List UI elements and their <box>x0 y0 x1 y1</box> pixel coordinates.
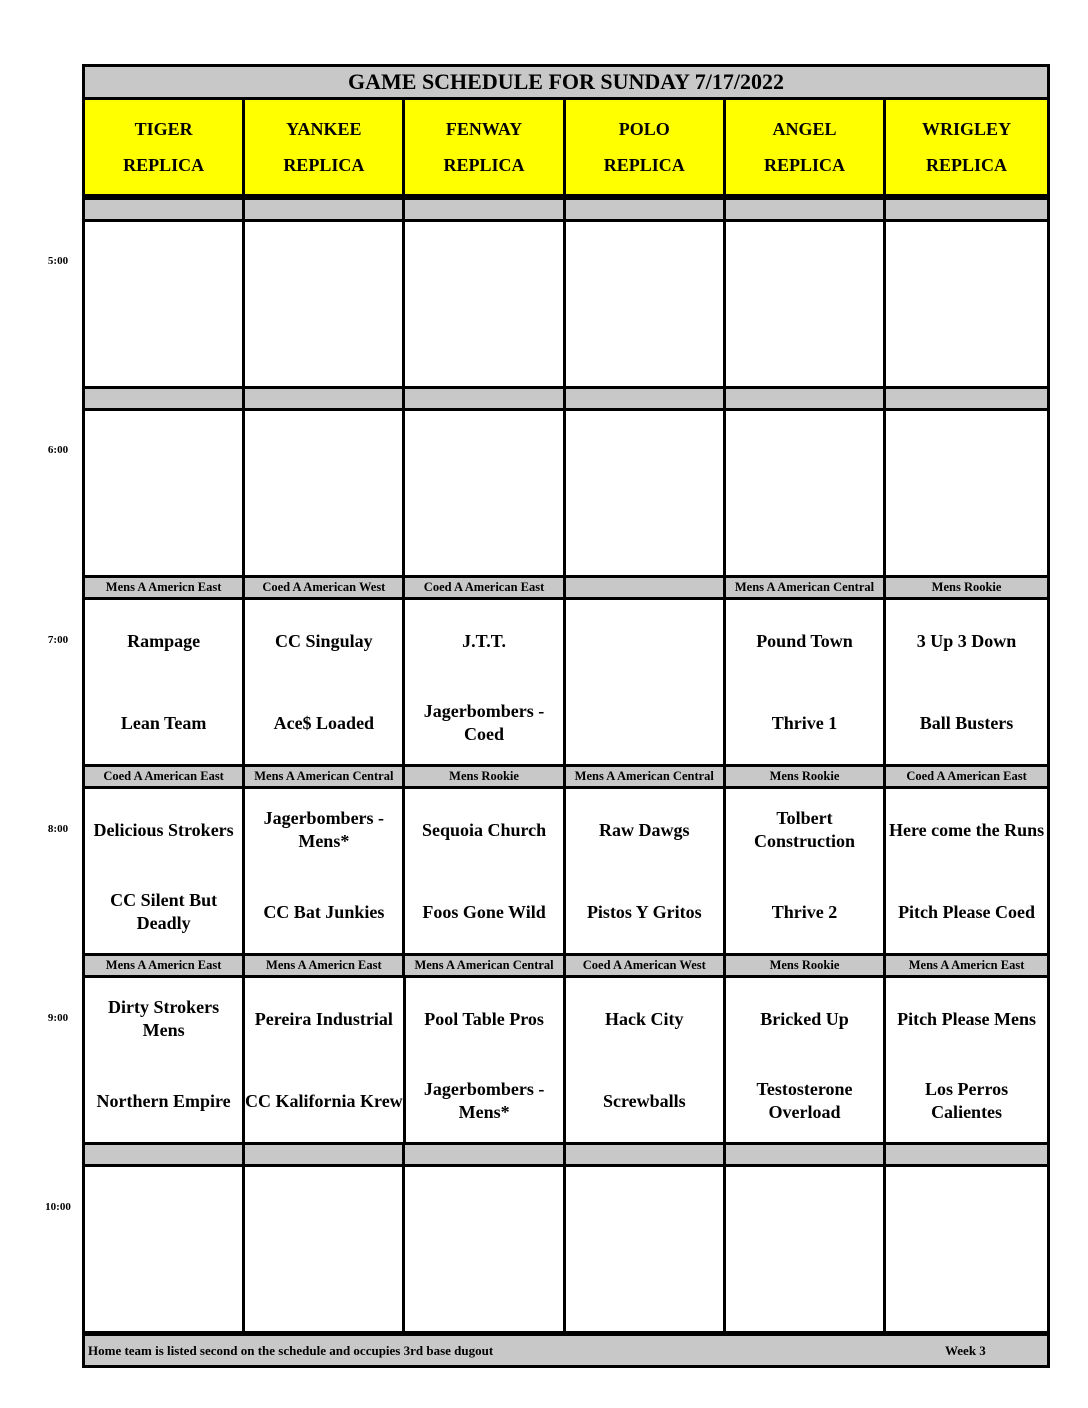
away-team <box>85 222 242 304</box>
away-team <box>886 222 1047 304</box>
field-subtitle: REPLICA <box>763 155 845 175</box>
time-label: 5:00 <box>47 255 69 267</box>
away-team <box>405 1167 562 1249</box>
game-cell <box>726 222 886 386</box>
footer-note: Home team is listed second on the schedule and occupies 3rd base dugout <box>88 1342 494 1358</box>
away-team: Pound Town <box>756 630 853 651</box>
division-label <box>405 389 565 408</box>
game-cell <box>245 978 405 1142</box>
field-subtitle: REPLICA <box>443 155 525 175</box>
home-team <box>405 493 562 575</box>
schedule-title: GAME SCHEDULE FOR SUNDAY 7/17/2022 <box>85 67 1047 100</box>
home-team <box>726 1249 883 1331</box>
division-label: Mens Rookie <box>886 578 1047 597</box>
division-row <box>85 575 1047 597</box>
game-cell <box>245 411 405 575</box>
division-label: Mens A Americn East <box>886 956 1047 975</box>
away-team <box>85 411 242 493</box>
field-subtitle: REPLICA <box>283 155 365 175</box>
away-team: Here come the Runs <box>888 819 1045 840</box>
away-team: Hack City <box>605 1008 684 1029</box>
away-team: Jagerbombers - Mens* <box>263 808 385 851</box>
home-team <box>405 1249 562 1331</box>
game-row <box>85 408 1047 575</box>
home-team: Screwballs <box>602 1090 686 1111</box>
home-team <box>566 493 723 575</box>
game-cell <box>245 1167 405 1331</box>
division-label: Mens A American Central <box>245 767 405 786</box>
home-team <box>85 493 242 575</box>
home-team <box>886 493 1047 575</box>
away-team <box>405 222 562 304</box>
home-team: Los Perros Calientes <box>924 1079 1009 1122</box>
game-cell <box>245 789 405 953</box>
division-label: Coed A American East <box>886 767 1047 786</box>
home-team <box>85 304 242 386</box>
home-team: Testosterone Overload <box>756 1079 853 1122</box>
away-team <box>245 411 402 493</box>
away-team: Pool Table Pros <box>424 1008 544 1029</box>
schedule-footer <box>85 1333 1047 1365</box>
division-label: Coed A American East <box>405 578 565 597</box>
division-label: Mens A American Central <box>405 956 565 975</box>
away-team <box>726 1167 883 1249</box>
home-team: Jagerbombers - Coed <box>423 701 545 744</box>
away-team <box>566 1167 723 1249</box>
game-cell <box>886 222 1047 386</box>
away-team <box>726 411 883 493</box>
home-team: Pistos Y Gritos <box>586 901 702 922</box>
home-team <box>85 1249 242 1331</box>
time-label: 7:00 <box>47 634 69 646</box>
away-team: Tolbert Construction <box>753 808 855 851</box>
home-team: Ball Busters <box>919 712 1014 733</box>
field-header-row <box>85 100 1047 197</box>
division-label: Coed A American East <box>85 767 245 786</box>
away-team <box>85 1167 242 1249</box>
division-label <box>245 1145 405 1164</box>
away-team <box>886 411 1047 493</box>
division-label: Mens A Americn East <box>85 956 245 975</box>
division-label: Mens A Americn East <box>245 956 405 975</box>
home-team <box>886 1249 1047 1331</box>
game-cell <box>85 222 245 386</box>
home-team: Lean Team <box>120 712 207 733</box>
division-label <box>886 1145 1047 1164</box>
game-cell <box>85 600 245 764</box>
home-team: Northern Empire <box>96 1090 231 1111</box>
field-header <box>245 100 405 194</box>
home-team <box>886 304 1047 386</box>
division-label <box>726 389 886 408</box>
home-team: CC Kalifornia Krew <box>245 1090 403 1111</box>
game-cell <box>566 978 726 1142</box>
away-team <box>566 600 723 682</box>
game-cell <box>566 600 726 764</box>
game-row <box>85 597 1047 764</box>
division-row <box>85 953 1047 975</box>
game-cell <box>886 600 1047 764</box>
game-cell <box>886 789 1047 953</box>
schedule-table <box>82 64 1050 1368</box>
time-label: 10:00 <box>45 1201 71 1213</box>
game-cell <box>405 1167 565 1331</box>
home-team <box>566 1249 723 1331</box>
home-team: CC Silent But Deadly <box>110 890 218 933</box>
game-cell <box>726 411 886 575</box>
field-name: ANGEL <box>772 119 837 139</box>
field-name: YANKEE <box>286 119 362 139</box>
game-row <box>85 975 1047 1142</box>
game-cell <box>406 978 566 1142</box>
field-name: FENWAY <box>445 119 523 139</box>
field-header <box>886 100 1047 194</box>
game-cell <box>566 789 726 953</box>
away-team <box>405 411 562 493</box>
division-label <box>566 1145 726 1164</box>
away-team <box>566 222 723 304</box>
game-cell <box>886 411 1047 575</box>
division-label: Coed A American West <box>245 578 405 597</box>
division-row <box>85 197 1047 219</box>
division-label: Mens Rookie <box>405 767 565 786</box>
division-label <box>85 200 245 219</box>
away-team: Delicious Strokers <box>93 819 234 840</box>
away-team: Pereira Industrial <box>254 1008 393 1029</box>
away-team <box>566 411 723 493</box>
field-header <box>405 100 565 194</box>
game-cell <box>405 222 565 386</box>
home-team: Ace$ Loaded <box>273 712 375 733</box>
game-cell <box>405 411 565 575</box>
division-label <box>566 389 726 408</box>
home-team: Pitch Please Coed <box>898 901 1036 922</box>
home-team: Foos Gone Wild <box>422 901 546 922</box>
division-label <box>726 1145 886 1164</box>
home-team <box>405 304 562 386</box>
home-team: Jagerbombers - Mens* <box>423 1079 545 1122</box>
game-cell <box>726 789 886 953</box>
game-cell <box>85 978 245 1142</box>
field-name: WRIGLEY <box>922 119 1012 139</box>
division-label <box>726 200 886 219</box>
home-team <box>726 493 883 575</box>
away-team: Bricked Up <box>760 1008 849 1029</box>
division-label <box>886 389 1047 408</box>
game-cell <box>245 222 405 386</box>
away-team: Pitch Please Mens <box>897 1008 1037 1029</box>
division-label <box>886 200 1047 219</box>
home-team <box>245 1249 402 1331</box>
division-label <box>85 1145 245 1164</box>
game-cell <box>85 411 245 575</box>
home-team: Thrive 2 <box>771 901 838 922</box>
home-team <box>245 304 402 386</box>
game-row <box>85 1164 1047 1331</box>
away-team <box>245 222 402 304</box>
time-label: 9:00 <box>47 1012 69 1024</box>
home-team <box>726 304 883 386</box>
game-cell <box>405 789 565 953</box>
game-cell <box>245 600 405 764</box>
away-team <box>726 222 883 304</box>
away-team <box>245 1167 402 1249</box>
field-name: TIGER <box>134 119 193 139</box>
game-cell <box>405 600 565 764</box>
field-subtitle: REPLICA <box>926 155 1008 175</box>
division-label: Mens Rookie <box>726 767 886 786</box>
division-label <box>85 389 245 408</box>
game-row <box>85 786 1047 953</box>
home-team: CC Bat Junkies <box>263 901 385 922</box>
away-team: Sequoia Church <box>421 819 547 840</box>
game-cell <box>886 978 1047 1142</box>
away-team: J.T.T. <box>462 630 506 651</box>
division-row <box>85 764 1047 786</box>
game-cell <box>566 411 726 575</box>
week-label: Week 3 <box>945 1342 986 1358</box>
home-team <box>566 682 723 764</box>
division-label <box>566 200 726 219</box>
time-label: 6:00 <box>47 444 69 456</box>
game-cell <box>726 1167 886 1331</box>
game-row <box>85 219 1047 386</box>
game-cell <box>566 1167 726 1331</box>
field-header <box>85 100 245 194</box>
game-cell <box>85 1167 245 1331</box>
game-cell <box>726 600 886 764</box>
field-subtitle: REPLICA <box>603 155 685 175</box>
game-cell <box>726 978 886 1142</box>
time-label: 8:00 <box>47 823 69 835</box>
division-row <box>85 1142 1047 1164</box>
field-header <box>726 100 886 194</box>
division-label: Mens A American Central <box>566 767 726 786</box>
home-team <box>245 493 402 575</box>
away-team: Raw Dawgs <box>599 819 690 840</box>
away-team: 3 Up 3 Down <box>916 630 1017 651</box>
home-team <box>566 304 723 386</box>
game-cell <box>886 1167 1047 1331</box>
division-label <box>405 200 565 219</box>
division-label: Mens A American Central <box>726 578 886 597</box>
division-label <box>245 389 405 408</box>
field-subtitle: REPLICA <box>123 155 205 175</box>
game-cell <box>85 789 245 953</box>
away-team: Rampage <box>127 630 201 651</box>
division-label: Mens Rookie <box>726 956 886 975</box>
division-label <box>245 200 405 219</box>
division-row <box>85 386 1047 408</box>
home-team: Thrive 1 <box>771 712 838 733</box>
division-label <box>566 578 726 597</box>
field-header <box>566 100 726 194</box>
game-cell <box>566 222 726 386</box>
division-label <box>405 1145 565 1164</box>
division-label: Mens A Americn East <box>85 578 245 597</box>
field-name: POLO <box>618 119 670 139</box>
away-team <box>886 1167 1047 1249</box>
division-label: Coed A American West <box>566 956 726 975</box>
away-team: CC Singulay <box>275 630 373 651</box>
away-team: Dirty Strokers Mens <box>108 997 220 1040</box>
